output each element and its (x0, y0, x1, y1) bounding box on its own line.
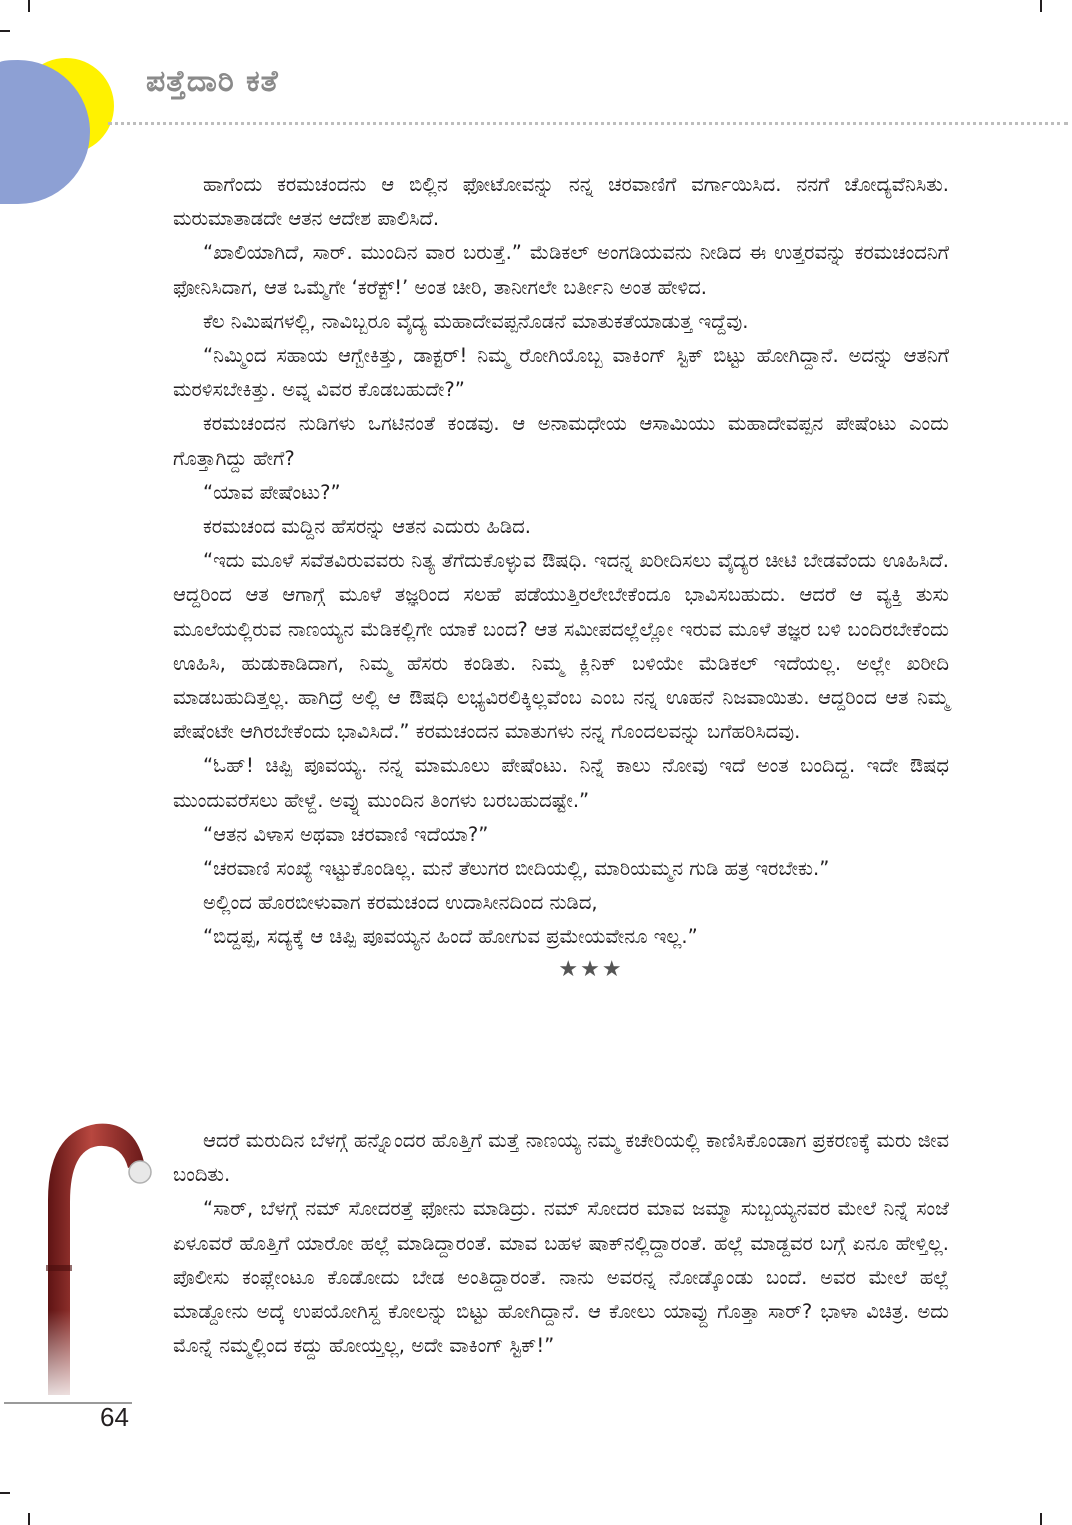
paragraph: “ಆತನ ವಿಳಾಸ ಅಥವಾ ಚರವಾಣಿ ಇದೆಯಾ?” (203, 822, 489, 846)
paragraph: ಕರಮಚಂದನ ನುಡಿಗಳು ಒಗಟಿನಂತೆ ಕಂಡವು. ಆ ಅನಾಮಧೇಯ ಆಸಾಮಿಯು ಮಹಾದೇವಪ್ಪನ ಪೇಷೆಂಟು ಎಂದು ಗೊತ್ತಾಗಿದ್ದು ಹೇಗೆ? (173, 412, 949, 470)
paragraph: “ನಿಮ್ಮಿಂದ ಸಹಾಯ ಆಗ್ಬೇಕಿತ್ತು, ಡಾಕ್ಟರ್! ನಿಮ್ಮ ರೋಗಿಯೊಬ್ಬ ವಾಕಿಂಗ್ ಸ್ಟಿಕ್ ಬಿಟ್ಟು ಹೋಗಿದ್ದಾನೆ. ಅದನ್ನು ಆತನಿಗೆ ಮರಳಿಸಬೇಕಿತ್ತು. ಅವ್ನ ವಿವರ ಕೊಡಬಹುದೇ?” (173, 344, 949, 402)
paragraph: ಹಾಗೆಂದು ಕರಮಚಂದನು ಆ ಬಿಲ್ಲಿನ ಫೋಟೋವನ್ನು ನನ್ನ ಚರವಾಣಿಗೆ ವರ್ಗಾಯಿಸಿದ. ನನಗೆ ಚೋದ್ಯವೆನಿಸಿತು. ಮರುಮಾತಾಡದೇ ಆತನ ಆದೇಶ ಪಾಲಿಸಿದೆ. (173, 173, 949, 231)
page-number: 64 (100, 1402, 129, 1432)
crop-mark (1040, 1513, 1042, 1525)
running-header: ಪತ್ತೆದಾರಿ ಕತೆ (146, 64, 279, 99)
story-body (173, 168, 949, 985)
story-continuation (173, 1124, 949, 1363)
paragraph: “ಚರವಾಣಿ ಸಂಖ್ಯೆ ಇಟ್ಟುಕೊಂಡಿಲ್ಲ. ಮನೆ ತೆಲುಗರ ಬೀದಿಯಲ್ಲಿ, ಮಾರಿಯಮ್ಮನ ಗುಡಿ ಹತ್ರ ಇರಬೇಕು.” (203, 857, 830, 881)
paragraph: “ಯಾವ ಪೇಷೆಂಟು?” (203, 480, 341, 504)
header-dotted-rule (108, 122, 1068, 125)
paragraph: ಆದರೆ ಮರುದಿನ ಬೆಳಗ್ಗೆ ಹನ್ನೊಂದರ ಹೊತ್ತಿಗೆ ಮತ್ತೆ ನಾಣಯ್ಯ ನಮ್ಮ ಕಚೇರಿಯಲ್ಲಿ ಕಾಣಿಸಿಕೊಂಡಾಗ ಪ್ರಕರಣಕ್ಕೆ ಮರು ಜೀವ ಬಂದಿತು. (173, 1129, 949, 1187)
walking-stick-illustration (30, 1110, 170, 1400)
paragraph: “ಓಹ್! ಚಿಪ್ಪಿ ಪೂವಯ್ಯ. ನನ್ನ ಮಾಮೂಲು ಪೇಷೆಂಟು. ನಿನ್ನೆ ಕಾಲು ನೋವು ಇದೆ ಅಂತ ಬಂದಿದ್ದ. ಇದೇ ಔಷಧ ಮುಂದುವರೆಸಲು ಹೇಳ್ದೆ. ಅವ್ನು ಮುಂದಿನ ತಿಂಗಳು ಬರಬಹುದಷ್ಟೇ.” (173, 754, 949, 812)
crop-mark (28, 1513, 30, 1525)
paragraph: “ಇದು ಮೂಳೆ ಸವೆತವಿರುವವರು ನಿತ್ಯ ತೆಗೆದುಕೊಳ್ಳುವ ಔಷಧಿ. ಇದನ್ನ ಖರೀದಿಸಲು ವೈದ್ಯರ ಚೀಟಿ ಬೇಡವೆಂದು ಊಹಿಸಿದೆ. ಆದ್ದರಿಂದ ಆತ ಆಗಾಗ್ಗೆ ಮೂಳೆ ತಜ್ಞರಿಂದ ಸಲಹೆ ಪಡೆಯುತ್ತಿರಲೇಬೇಕೆಂದೂ ಭಾವಿಸಬಹುದು. ಆದರೆ ಆ ವ್ಯಕ್ತಿ ತುಸು ಮೂಲೆಯಲ್ಲಿರುವ ನಾಣಯ್ಯನ ಮೆಡಿಕಲ್ಲಿಗೇ ಯಾಕೆ ಬಂದ? ಆತ ಸಮೀಪದಲ್ಲೆಲ್ಲೋ ಇರುವ ಮೂಳೆ ತಜ್ಞರ ಬಳಿ ಬಂದಿರಬೇಕೆಂದು ಊಹಿಸಿ, ಹುಡುಕಾಡಿದಾಗ, ನಿಮ್ಮ ಹೆಸರು ಕಂಡಿತು. ನಿಮ್ಮ ಕ್ಲಿನಿಕ್ ಬಳಿಯೇ ಮೆಡಿಕಲ್ ಇದೆಯಲ್ಲ. ಅಲ್ಲೇ ಖರೀದಿ ಮಾಡಬಹುದಿತ್ತಲ್ಲ. ಹಾಗಿದ್ರೆ ಅಲ್ಲಿ ಆ ಔಷಧಿ ಲಭ್ಯವಿರಲಿಕ್ಕಿಲ್ಲವೆಂಬ ಎಂಬ ನನ್ನ ಊಹನೆ ನಿಜವಾಯಿತು. ಆದ್ದರಿಂದ ಆತ ನಿಮ್ಮ ಪೇಷೆಂಟೇ ಆಗಿರಬೇಕೆಂದು ಭಾವಿಸಿದೆ.” ಕರಮಚಂದನ ಮಾತುಗಳು ನನ್ನ ಗೊಂದಲವನ್ನು ಬಗೆಹರಿಸಿದವು. (173, 549, 949, 744)
paragraph: “ಬಿದ್ದಪ್ಪ, ಸದ್ಯಕ್ಕೆ ಆ ಚಿಪ್ಪಿ ಪೂವಯ್ಯನ ಹಿಂದೆ ಹೋಗುವ ಪ್ರಮೇಯವೇನೂ ಇಲ್ಲ.” (203, 925, 698, 949)
paragraph: ಕೆಲ ನಿಮಿಷಗಳಲ್ಲಿ, ನಾವಿಬ್ಬರೂ ವೈದ್ಯ ಮಹಾದೇವಪ್ಪನೊಡನೆ ಮಾತುಕತೆಯಾಡುತ್ತ ಇದ್ದೆವು. (203, 309, 749, 333)
paragraph: ಕರಮಚಂದ ಮದ್ದಿನ ಹೆಸರನ್ನು ಆತನ ಎದುರು ಹಿಡಿದ. (203, 515, 531, 539)
crop-mark (1040, 0, 1042, 12)
section-separator: ★★★ (558, 956, 624, 982)
header-decoration (0, 0, 130, 210)
paragraph: “ಖಾಲಿಯಾಗಿದೆ, ಸಾರ್. ಮುಂದಿನ ವಾರ ಬರುತ್ತೆ.” ಮೆಡಿಕಲ್ ಅಂಗಡಿಯವನು ನೀಡಿದ ಈ ಉತ್ತರವನ್ನು ಕರಮಚಂದನಿಗೆ ಫೋನಿಸಿದಾಗ, ಆತ ಒಮ್ಮೆಗೇ ‘ಕರೆಕ್ಟ್!’ ಅಂತ ಚೀರಿ, ತಾನೀಗಲೇ ಬರ್ತೀನಿ ಅಂತ ಹೇಳಿದ. (173, 241, 949, 299)
paragraph: ಅಲ್ಲಿಂದ ಹೊರಬೀಳುವಾಗ ಕರಮಚಂದ ಉದಾಸೀನದಿಂದ ನುಡಿದ, (203, 891, 598, 915)
crop-mark (0, 1492, 10, 1494)
paragraph: “ಸಾರ್, ಬೆಳಗ್ಗೆ ನಮ್ ಸೋದರತ್ತೆ ಫೋನು ಮಾಡಿದ್ರು. ನಮ್ ಸೋದರ ಮಾವ ಜಮ್ಮಾ ಸುಬ್ಬಯ್ಯನವರ ಮೇಲೆ ನಿನ್ನೆ ಸಂಜೆ ಏಳೂವರೆ ಹೊತ್ತಿಗೆ ಯಾರೋ ಹಲ್ಲೆ ಮಾಡಿದ್ದಾರಂತೆ. ಮಾವ ಬಹಳ ಷಾಕ್‌ನಲ್ಲಿದ್ದಾರಂತೆ. ಹಲ್ಲೆ ಮಾಡ್ದವರ ಬಗ್ಗೆ ಏನೂ ಹೇಳ್ತಿಲ್ಲ. ಪೊಲೀಸು ಕಂಪ್ಲೇಂಟೂ ಕೊಡೋದು ಬೇಡ ಅಂತಿದ್ದಾರಂತೆ. ನಾನು ಅವರನ್ನ ನೋಡ್ಕೊಂಡು ಬಂದೆ. ಅವರ ಮೇಲೆ ಹಲ್ಲೆ ಮಾಡ್ದೋನು ಅದ್ಕೆ ಉಪಯೋಗಿಸ್ದ ಕೋಲನ್ನು ಬಿಟ್ಟು ಹೋಗಿದ್ದಾನೆ. ಆ ಕೋಲು ಯಾವ್ದು ಗೊತ್ತಾ ಸಾರ್? ಭಾಳಾ ವಿಚಿತ್ರ. ಅದು ಮೊನ್ನೆ ನಮ್ಮಲ್ಲಿಂದ ಕದ್ದು ಹೋಯ್ತಲ್ಲ, ಅದೇ ವಾಕಿಂಗ್ ಸ್ಟಿಕ್!” (173, 1197, 949, 1358)
